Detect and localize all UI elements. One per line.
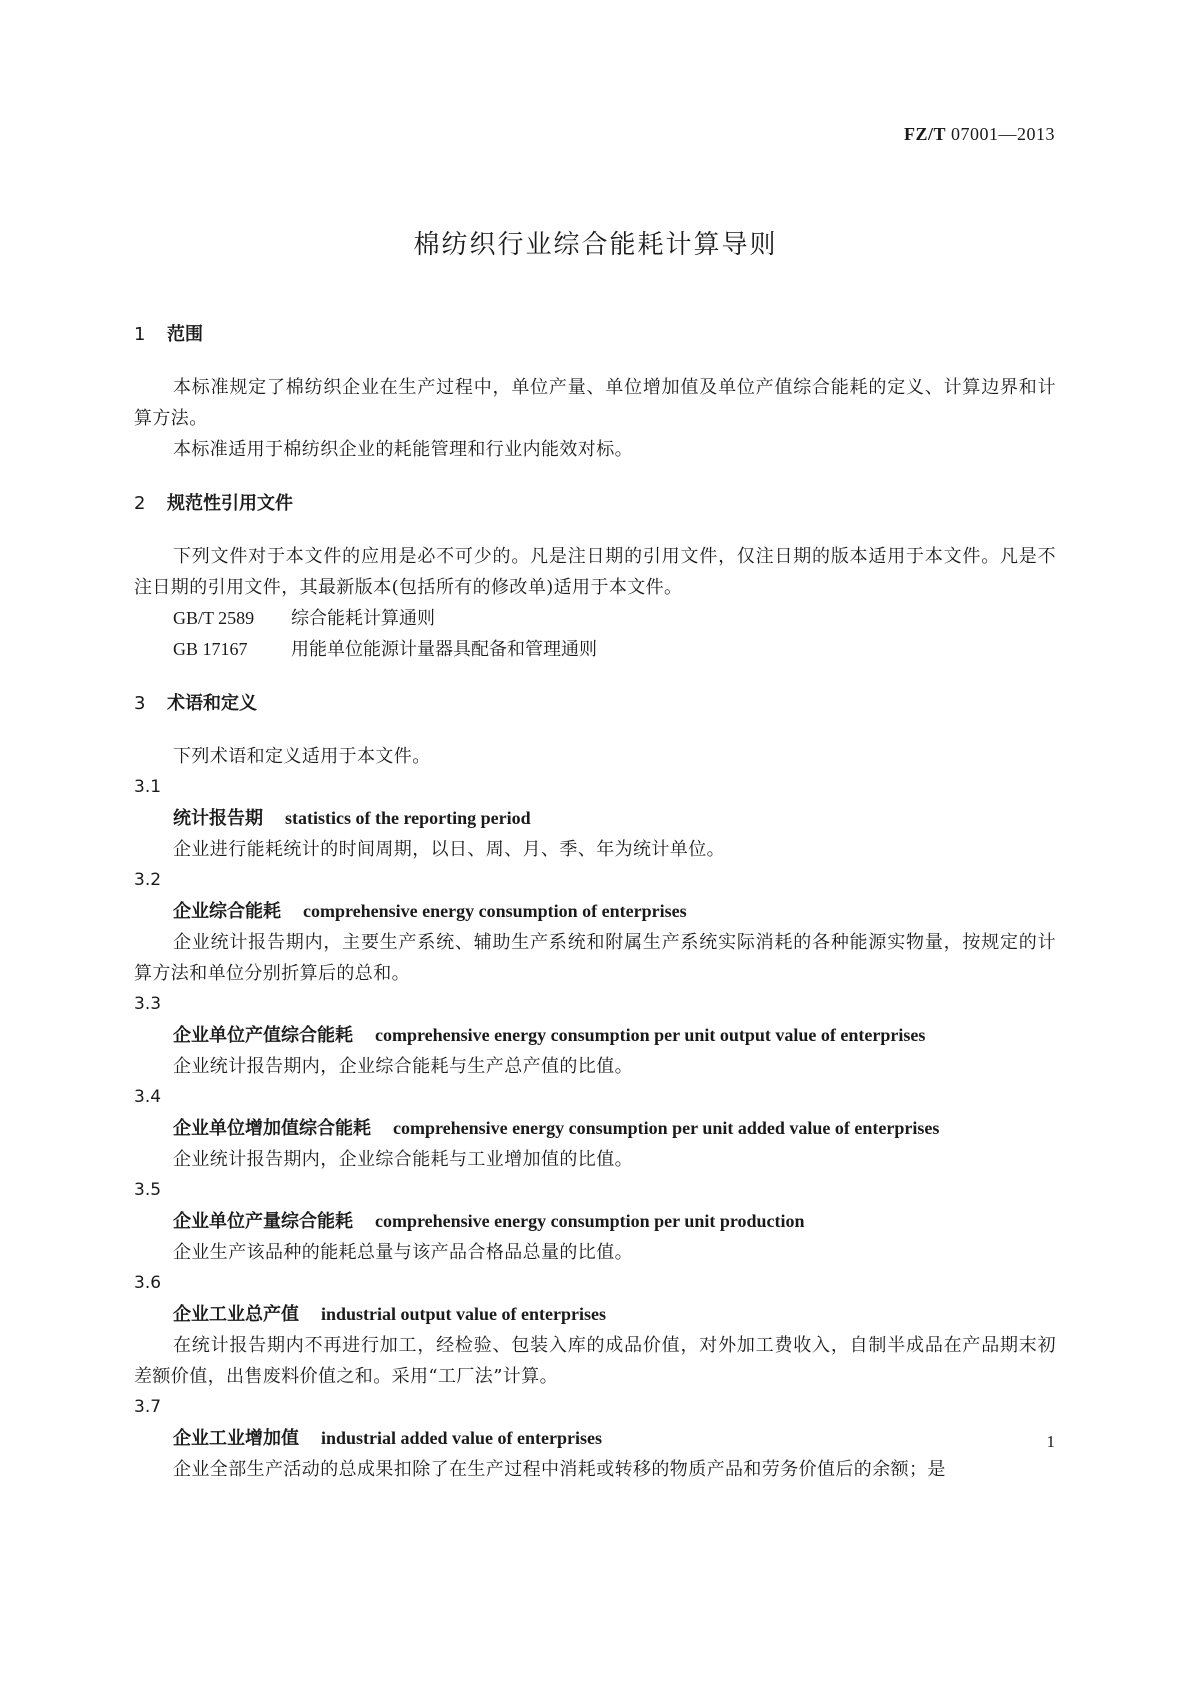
section-number: 1 — [134, 324, 146, 345]
paragraph: 下列文件对于本文件的应用是必不可少的。凡是注日期的引用文件，仅注日期的版本适用于本文件。凡是不注日期的引用文件，其最新版本(包括所有的修改单)适用于本文件。 — [134, 546, 1056, 598]
section-title: 规范性引用文件 — [167, 493, 293, 514]
term-en: comprehensive energy consumption per unit production — [375, 1211, 805, 1231]
paragraph: 本标准规定了棉纺织企业在生产过程中，单位产量、单位增加值及单位产值综合能耗的定义、计算边界和计算方法。 — [134, 377, 1056, 429]
paragraph: 下列术语和定义适用于本文件。 — [173, 746, 431, 767]
section-heading-2 — [134, 487, 1056, 521]
term-number: 3.2 — [134, 870, 162, 890]
term-zh: 统计报告期 — [173, 808, 263, 829]
term-en: industrial output value of enterprises — [321, 1304, 607, 1324]
section-title: 术语和定义 — [167, 693, 257, 714]
document-body — [134, 318, 1056, 1485]
term-definition: 企业生产该品种的能耗总量与该产品合格品总量的比值。 — [173, 1242, 633, 1263]
page-title: 棉纺织行业综合能耗计算导则 — [413, 230, 778, 260]
term-en: comprehensive energy consumption of enterprises — [303, 901, 687, 921]
section-number: 3 — [134, 693, 146, 714]
term-zh: 企业工业总产值 — [173, 1304, 299, 1325]
term-definition: 企业统计报告期内，企业综合能耗与生产总产值的比值。 — [173, 1056, 633, 1077]
term-heading — [134, 1299, 1056, 1330]
paragraph: 本标准适用于棉纺织企业的耗能管理和行业内能效对标。 — [173, 439, 633, 460]
term-definition: 企业进行能耗统计的时间周期，以日、周、月、季、年为统计单位。 — [173, 839, 725, 860]
term-number: 3.5 — [134, 1180, 162, 1200]
section-title: 范围 — [167, 324, 203, 345]
term-heading — [134, 803, 1056, 834]
section-number: 2 — [134, 493, 146, 514]
section-heading-3 — [134, 687, 1056, 721]
document-code-number: 07001—2013 — [951, 124, 1055, 144]
term-number: 3.6 — [134, 1273, 162, 1293]
term-zh: 企业工业增加值 — [173, 1428, 299, 1449]
term-definition: 企业统计报告期内，企业综合能耗与工业增加值的比值。 — [173, 1149, 633, 1170]
term-heading — [134, 1113, 1056, 1144]
term-heading — [134, 1206, 1056, 1237]
document-code-prefix: FZ/T — [903, 124, 946, 144]
term-zh: 企业单位增加值综合能耗 — [173, 1118, 371, 1139]
reference-item — [134, 634, 1056, 665]
term-zh: 企业单位产值综合能耗 — [173, 1025, 353, 1046]
term-en: statistics of the reporting period — [285, 808, 531, 828]
term-heading — [134, 896, 1056, 927]
term-en: comprehensive energy consumption per unit output value of enterprises — [375, 1025, 926, 1045]
reference-item — [134, 603, 1056, 634]
reference-code: GB 17167 — [173, 639, 248, 659]
section-heading-1 — [134, 318, 1056, 352]
term-definition: 企业全部生产活动的总成果扣除了在生产过程中消耗或转移的物质产品和劳务价值后的余额；是 — [173, 1459, 946, 1480]
term-zh: 企业综合能耗 — [173, 901, 281, 922]
term-definition: 企业统计报告期内，主要生产系统、辅助生产系统和附属生产系统实际消耗的各种能源实物量，按规定的计算方法和单位分别折算后的总和。 — [134, 932, 1056, 984]
reference-code: GB/T 2589 — [173, 608, 255, 628]
term-zh: 企业单位产量综合能耗 — [173, 1211, 353, 1232]
term-number: 3.7 — [134, 1397, 162, 1417]
term-en: comprehensive energy consumption per unit added value of enterprises — [393, 1118, 940, 1138]
term-en: industrial added value of enterprises — [321, 1428, 603, 1448]
document-code — [904, 124, 1055, 145]
term-heading — [134, 1423, 1056, 1454]
term-definition: 在统计报告期内不再进行加工，经检验、包装入库的成品价值，对外加工费收入，自制半成品在产品期末初差额价值，出售废料价值之和。采用“工厂法”计算。 — [134, 1335, 1056, 1387]
term-number: 3.4 — [134, 1087, 162, 1107]
term-heading — [134, 1020, 1056, 1051]
reference-name: 用能单位能源计量器具配备和管理通则 — [291, 639, 597, 660]
term-number: 3.3 — [134, 994, 162, 1014]
term-number: 3.1 — [134, 777, 162, 797]
page-number: 1 — [1046, 1432, 1055, 1451]
reference-name: 综合能耗计算通则 — [291, 608, 435, 629]
